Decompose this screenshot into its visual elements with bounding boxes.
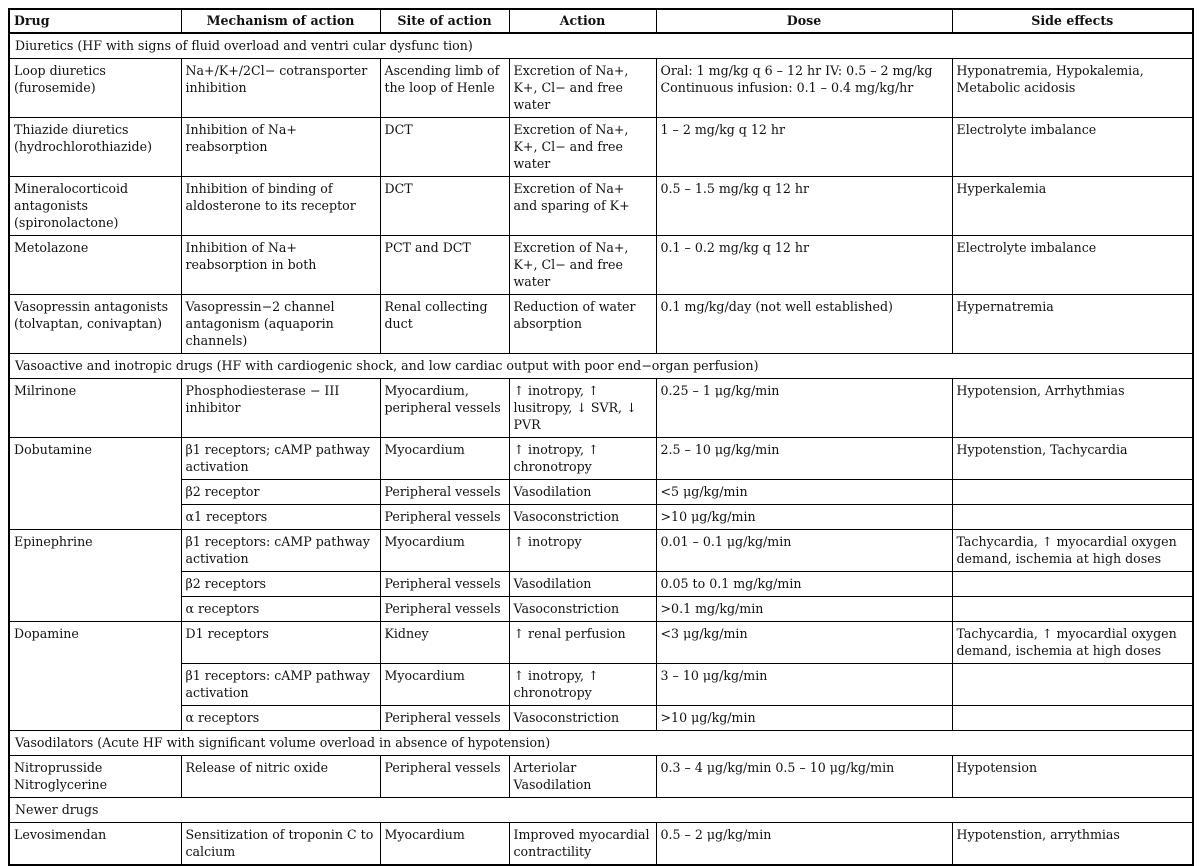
site-cell: Ascending limb of the loop of Henle [380, 59, 509, 118]
action-cell: Vasoconstriction [509, 706, 656, 731]
drug-cell: Vasopressin antagonists (tolvaptan, conivaptan) [9, 295, 181, 354]
drug-cell: Metolazone [9, 236, 181, 295]
table-row [9, 480, 1193, 505]
dose-cell: 0.01 – 0.1 μg/kg/min [656, 530, 952, 572]
dose-cell: 0.3 – 4 μg/kg/min 0.5 – 10 μg/kg/min [656, 756, 952, 798]
drug-cell: Loop diuretics (furosemide) [9, 59, 181, 118]
side-effects-cell: Electrolyte imbalance [952, 118, 1193, 177]
action-cell: Excretion of Na+, K+, Cl− and free water [509, 118, 656, 177]
table-row [9, 823, 1193, 866]
table-row [9, 597, 1193, 622]
side-effects-cell: Hypotension [952, 756, 1193, 798]
action-cell: Excretion of Na+, K+, Cl− and free water [509, 236, 656, 295]
mechanism-cell: D1 receptors [181, 622, 380, 664]
site-cell: DCT [380, 177, 509, 236]
side-effects-cell [952, 664, 1193, 706]
mechanism-cell: α receptors [181, 597, 380, 622]
mechanism-cell: Sensitization of troponin C to calcium [181, 823, 380, 866]
dose-cell: 0.5 – 1.5 mg/kg q 12 hr [656, 177, 952, 236]
dose-cell: 0.1 – 0.2 mg/kg q 12 hr [656, 236, 952, 295]
side-effects-cell [952, 572, 1193, 597]
side-effects-cell: Hypotenstion, arrythmias [952, 823, 1193, 866]
mechanism-cell: α1 receptors [181, 505, 380, 530]
side-effects-cell: Hypotension, Arrhythmias [952, 379, 1193, 438]
section-title: Diuretics (HF with signs of fluid overload and ventri cular dysfunc tion) [9, 33, 1193, 59]
action-cell: ↑ inotropy [509, 530, 656, 572]
table-row [9, 530, 1193, 572]
mechanism-cell: β1 receptors; cAMP pathway activation [181, 438, 380, 480]
site-cell: DCT [380, 118, 509, 177]
side-effects-cell [952, 597, 1193, 622]
section-title: Newer drugs [9, 798, 1193, 823]
mechanism-cell: β1 receptors: cAMP pathway activation [181, 530, 380, 572]
site-cell: Peripheral vessels [380, 572, 509, 597]
mechanism-cell: Inhibition of Na+ reabsorption [181, 118, 380, 177]
site-cell: Myocardium [380, 823, 509, 866]
site-cell: Renal collecting duct [380, 295, 509, 354]
site-cell: Peripheral vessels [380, 597, 509, 622]
table-row [9, 236, 1193, 295]
header-side-effects: Side effects [952, 9, 1193, 33]
table-row [9, 438, 1193, 480]
action-cell: Arteriolar Vasodilation [509, 756, 656, 798]
mechanism-cell: Phosphodiesterase − III inhibitor [181, 379, 380, 438]
drug-cell: Dobutamine [9, 438, 181, 530]
dose-cell: 2.5 – 10 μg/kg/min [656, 438, 952, 480]
section-title: Vasodilators (Acute HF with significant volume overload in absence of hypotension) [9, 731, 1193, 756]
side-effects-cell: Tachycardia, ↑ myocardial oxygen demand, ischemia at high doses [952, 530, 1193, 572]
action-cell: Vasoconstriction [509, 597, 656, 622]
site-cell: Myocardium, peripheral vessels [380, 379, 509, 438]
drug-cell: Levosimendan [9, 823, 181, 866]
drug-cell: Mineralocorticoid antagonists (spironolactone) [9, 177, 181, 236]
dose-cell: >10 μg/kg/min [656, 706, 952, 731]
side-effects-cell: Electrolyte imbalance [952, 236, 1193, 295]
action-cell: ↑ inotropy, ↑ lusitropy, ↓ SVR, ↓ PVR [509, 379, 656, 438]
side-effects-cell: Hyponatremia, Hypokalemia, Metabolic acidosis [952, 59, 1193, 118]
mechanism-cell: β2 receptors [181, 572, 380, 597]
drug-cell: Epinephrine [9, 530, 181, 622]
dose-cell: >0.1 mg/kg/min [656, 597, 952, 622]
action-cell: Vasodilation [509, 572, 656, 597]
drug-cell: Thiazide diuretics (hydrochlorothiazide) [9, 118, 181, 177]
dose-cell: 1 – 2 mg/kg q 12 hr [656, 118, 952, 177]
table-row [9, 177, 1193, 236]
side-effects-cell: Tachycardia, ↑ myocardial oxygen demand, ischemia at high doses [952, 622, 1193, 664]
action-cell: ↑ renal perfusion [509, 622, 656, 664]
header-action: Action [509, 9, 656, 33]
dose-cell: 0.5 – 2 μg/kg/min [656, 823, 952, 866]
header-mechanism: Mechanism of action [181, 9, 380, 33]
dose-cell: >10 μg/kg/min [656, 505, 952, 530]
dose-cell: 0.1 mg/kg/day (not well established) [656, 295, 952, 354]
action-cell: Reduction of water absorption [509, 295, 656, 354]
section-row [9, 33, 1193, 59]
side-effects-cell [952, 706, 1193, 731]
site-cell: Myocardium [380, 664, 509, 706]
table-row [9, 756, 1193, 798]
side-effects-cell: Hypernatremia [952, 295, 1193, 354]
table-row [9, 706, 1193, 731]
header-site: Site of action [380, 9, 509, 33]
mechanism-cell: β1 receptors: cAMP pathway activation [181, 664, 380, 706]
table-row [9, 572, 1193, 597]
header-row [9, 9, 1193, 33]
action-cell: ↑ inotropy, ↑ chronotropy [509, 664, 656, 706]
site-cell: Kidney [380, 622, 509, 664]
table-row [9, 118, 1193, 177]
dose-cell: <5 μg/kg/min [656, 480, 952, 505]
mechanism-cell: Inhibition of binding of aldosterone to its receptor [181, 177, 380, 236]
table-row [9, 664, 1193, 706]
site-cell: Myocardium [380, 530, 509, 572]
side-effects-cell [952, 480, 1193, 505]
action-cell: Excretion of Na+, K+, Cl− and free water [509, 59, 656, 118]
header-drug: Drug [9, 9, 181, 33]
side-effects-cell: Hyperkalemia [952, 177, 1193, 236]
table-row [9, 505, 1193, 530]
section-row [9, 798, 1193, 823]
mechanism-cell: Inhibition of Na+ reabsorption in both [181, 236, 380, 295]
dose-cell: 0.05 to 0.1 mg/kg/min [656, 572, 952, 597]
side-effects-cell: Hypotenstion, Tachycardia [952, 438, 1193, 480]
drug-table [8, 8, 1194, 866]
dose-cell: <3 μg/kg/min [656, 622, 952, 664]
action-cell: Vasodilation [509, 480, 656, 505]
site-cell: Peripheral vessels [380, 480, 509, 505]
mechanism-cell: β2 receptor [181, 480, 380, 505]
table-row [9, 622, 1193, 664]
site-cell: PCT and DCT [380, 236, 509, 295]
mechanism-cell: α receptors [181, 706, 380, 731]
action-cell: Vasoconstriction [509, 505, 656, 530]
section-row [9, 354, 1193, 379]
table-row [9, 59, 1193, 118]
site-cell: Peripheral vessels [380, 756, 509, 798]
site-cell: Peripheral vessels [380, 505, 509, 530]
mechanism-cell: Na+/K+/2Cl− cotransporter inhibition [181, 59, 380, 118]
drug-cell: Nitroprusside Nitroglycerine [9, 756, 181, 798]
dose-cell: 3 – 10 μg/kg/min [656, 664, 952, 706]
dose-cell: 0.25 – 1 μg/kg/min [656, 379, 952, 438]
mechanism-cell: Vasopressin−2 channel antagonism (aquaporin channels) [181, 295, 380, 354]
action-cell: ↑ inotropy, ↑ chronotropy [509, 438, 656, 480]
drug-cell: Milrinone [9, 379, 181, 438]
header-dose: Dose [656, 9, 952, 33]
section-title: Vasoactive and inotropic drugs (HF with cardiogenic shock, and low cardiac output with poor end−organ perfusion) [9, 354, 1193, 379]
table-body [9, 33, 1193, 865]
section-row [9, 731, 1193, 756]
site-cell: Peripheral vessels [380, 706, 509, 731]
action-cell: Excretion of Na+ and sparing of K+ [509, 177, 656, 236]
action-cell: Improved myocardial contractility [509, 823, 656, 866]
side-effects-cell [952, 505, 1193, 530]
mechanism-cell: Release of nitric oxide [181, 756, 380, 798]
site-cell: Myocardium [380, 438, 509, 480]
table-row [9, 295, 1193, 354]
dose-cell: Oral: 1 mg/kg q 6 – 12 hr IV: 0.5 – 2 mg/kg Continuous infusion: 0.1 – 0.4 mg/kg/hr [656, 59, 952, 118]
drug-cell: Dopamine [9, 622, 181, 731]
table-row [9, 379, 1193, 438]
